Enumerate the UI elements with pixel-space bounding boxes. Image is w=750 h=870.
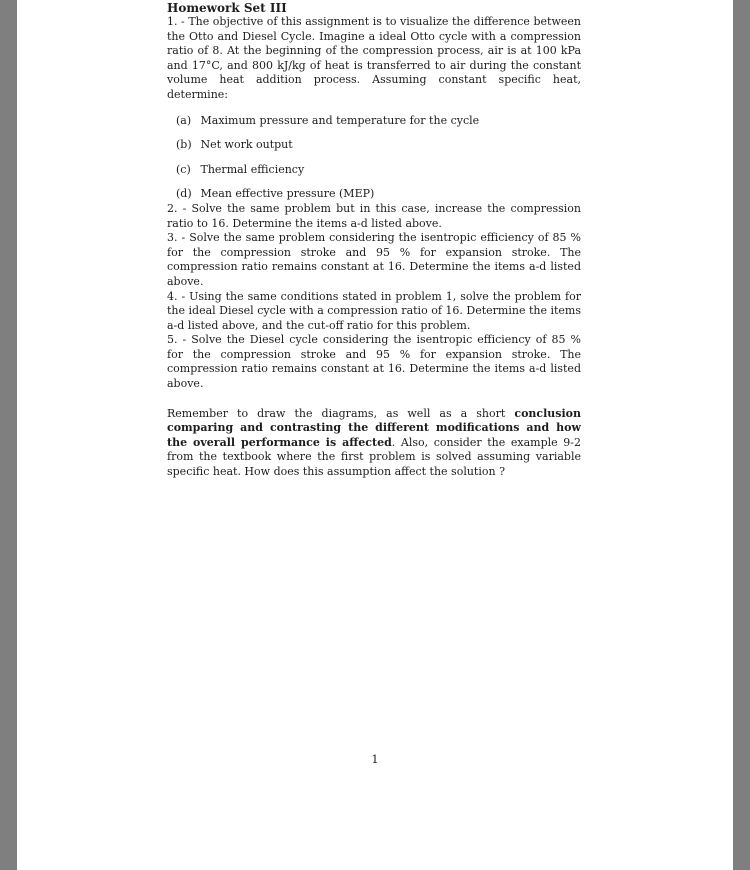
problem-2-text: 2. - Solve the same problem but in this case, increase the compression ratio to 16. Determine the items a-d listed above. (167, 201, 581, 230)
document-page (17, 0, 733, 870)
sub-item-label: (c) (176, 162, 191, 176)
page-number: 1 (371, 753, 379, 766)
sub-item-text: Mean effective pressure (MEP) (200, 187, 375, 201)
sub-item-a (176, 114, 581, 129)
problem-4-text: 4. - Using the same conditions stated in problem 1, solve the problem for the ideal Diesel cycle with a compression ratio of 16. Determine the items a-d listed above, and the cut-off ratio for this problem. (167, 289, 581, 332)
closing-intro: Remember to draw the diagrams, as well as a short (167, 406, 515, 420)
sub-item-label: (a) (176, 113, 192, 127)
sub-item-c (176, 163, 581, 178)
sub-item-b (176, 138, 581, 153)
problem-3-text: 3. - Solve the same problem considering the isentropic efficiency of 85 % for the compression stroke and 95 % for expansion stroke. The compression ratio remains constant at 16. Determine the items a-d listed above. (167, 231, 581, 288)
sub-item-text: Maximum pressure and temperature for the cycle (200, 113, 480, 127)
page-content (167, 0, 581, 491)
closing-emphasis: conclusion comparing and contrasting the different modifications and how the overall performance is affected (167, 406, 581, 449)
problem-1-text: 1. - The objective of this assignment is to visualize the difference between the Otto and Diesel Cycle. Imagine a ideal Otto cycle with a compression ratio of 8. At the beginning of the compression process, air is at 100 kPa and 17°C, and 800 kJ/kg of heat is transferred to air during the constant volume heat addition process. Assuming constant specific heat, determine: (167, 15, 581, 101)
page-title: Homework Set III (167, 1, 287, 15)
sub-item-text: Net work output (200, 138, 293, 152)
sub-item-text: Thermal efficiency (200, 162, 305, 176)
sub-item-d (176, 187, 581, 202)
problem-5-text: 5. - Solve the Diesel cycle considering the isentropic efficiency of 85 % for the compression stroke and 95 % for expansion stroke. The compression ratio remains constant at 16. Determine the items a-d listed above. (167, 333, 581, 391)
closing-outro: . Also, consider the example 9-2 from the textbook where the first problem is solved assuming variable specific heat. How does this assumption affect the solution ? (167, 435, 581, 479)
sub-item-label: (d) (176, 187, 192, 201)
sub-item-label: (b) (176, 138, 192, 152)
closing-instructions (167, 407, 581, 480)
problem-1-sub-list (167, 114, 581, 202)
